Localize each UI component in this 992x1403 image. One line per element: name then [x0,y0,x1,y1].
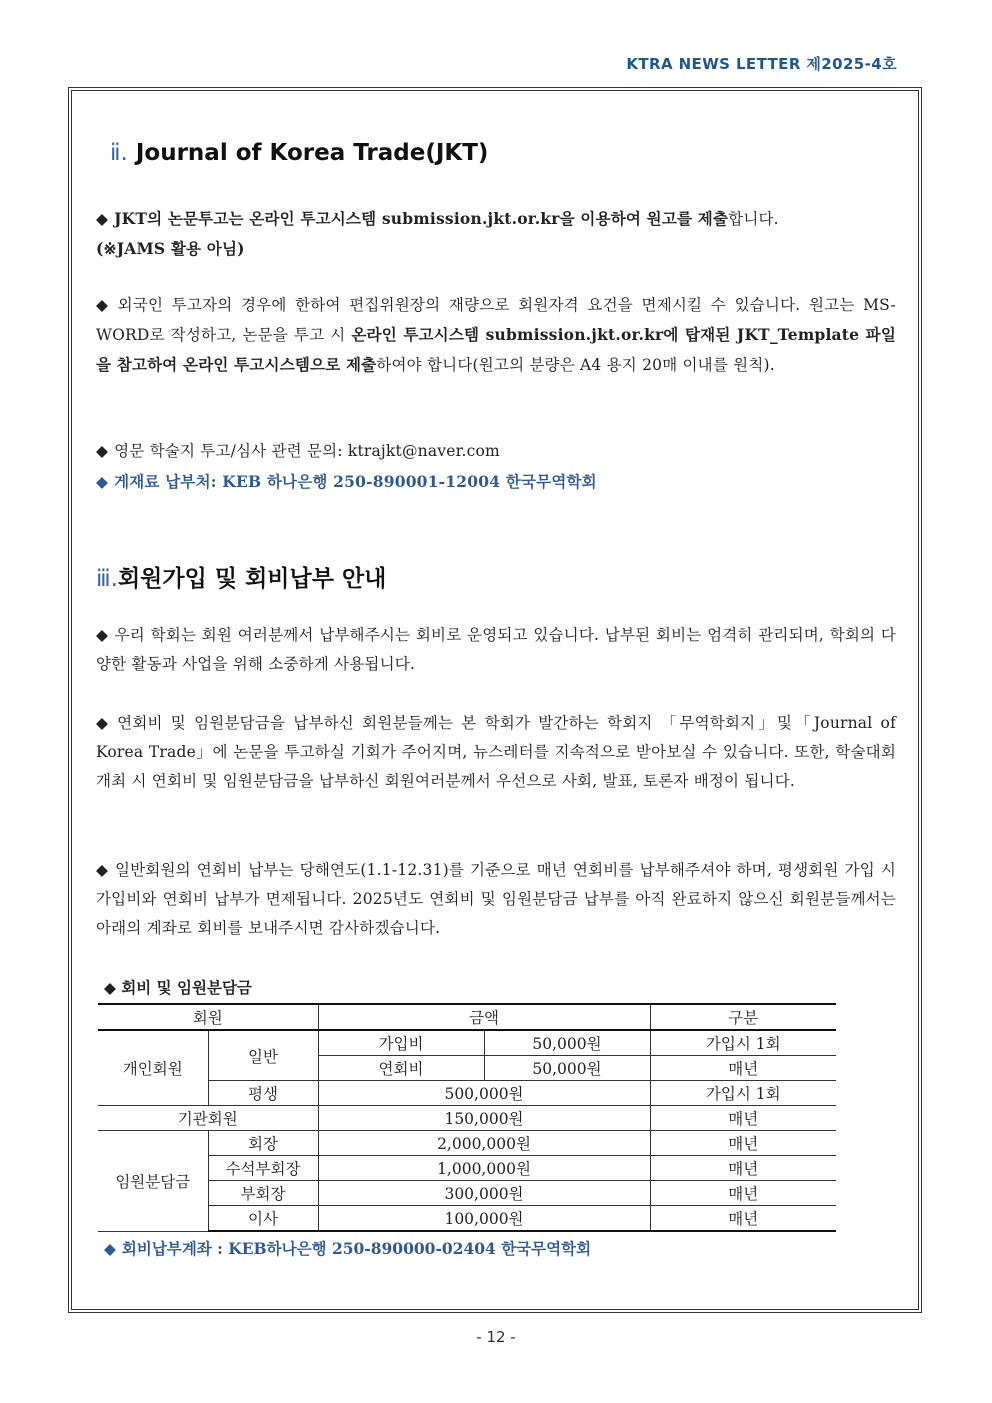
header-member: 회원 [98,1004,318,1030]
table-row [98,1030,836,1056]
officer-role: 이사 [208,1206,318,1232]
officer-role: 회장 [208,1131,318,1156]
table-row [98,1131,836,1156]
officer-role: 수석부회장 [208,1156,318,1181]
table-header-row [98,1004,836,1030]
dues-account-line [104,1237,591,1259]
fee-table-title: ◆ 회비 및 임원분담금 [104,978,252,997]
section-2-heading [110,140,488,166]
officer-type: 매년 [650,1156,836,1181]
lifetime-amount: 500,000원 [318,1081,650,1106]
officer-amount: 1,000,000원 [318,1156,650,1181]
member-benefits-paragraph [96,709,896,796]
officer-amount: 300,000원 [318,1181,650,1206]
table-row [98,1106,836,1131]
institution-member-cell: 기관회원 [98,1106,318,1131]
diamond-bullet-icon: ◆ [96,626,109,644]
header-type: 구분 [650,1004,836,1030]
officer-fee-cell: 임원분담금 [98,1131,208,1232]
annual-fee-type: 매년 [650,1056,836,1081]
officer-type: 매년 [650,1181,836,1206]
jkt-submission-bold: JKT의 논문투고는 온라인 투고시스템 submission.jkt.or.kr을 이용하여 원고를 제출 [114,209,729,228]
diamond-bullet-icon: ◆ [96,210,109,228]
page-number: - 12 - [476,1328,516,1346]
diamond-bullet-icon: ◆ [96,714,112,732]
fee-table [98,1003,836,1232]
publication-fee-line [96,467,896,496]
jkt-submission-paragraph [96,204,896,264]
join-fee-label: 가입비 [318,1030,484,1056]
table-row [98,1081,836,1106]
section-2-number: ⅱ. [110,140,128,166]
join-fee-amount: 50,000원 [484,1030,650,1056]
jkt-submission-tail: 합니다. [728,210,779,228]
annual-fee-paragraph [96,856,896,943]
lifetime-member-cell: 평생 [208,1081,318,1106]
newsletter-header: KTRA NEWS LETTER 제2025-4호 [626,55,897,73]
inquiry-line [96,437,896,466]
inquiry-text: 영문 학술지 투고/심사 관련 문의: ktrajkt@naver.com [114,442,500,460]
institution-amount: 150,000원 [318,1106,650,1131]
institution-type: 매년 [650,1106,836,1131]
manuscript-length-text: 하여야 합니다(원고의 분량은 A4 용지 20매 이내를 원칙). [376,356,775,374]
officer-amount: 100,000원 [318,1206,650,1232]
dues-account-text: 회비납부계좌 : KEB하나은행 250-890000-02404 한국무역학회 [121,1239,592,1258]
table-row [98,1156,836,1181]
section-3-number: ⅲ. [96,566,118,592]
diamond-bullet-icon: ◆ [104,1239,116,1258]
diamond-bullet-icon: ◆ [96,296,112,314]
section-3-title: 회원가입 및 회비납부 안내 [117,566,387,592]
annual-fee-text: 일반회원의 연회비 납부는 당해연도(1.1-12.31)를 기준으로 매년 연회비를 납부해주셔야 하며, 평생회원 가입 시 가입비와 연회비 납부가 면제됩니다. 2025년도 연회비 및 임원분담금 납부를 아직 완료하지 않으신 회원분들께서는 아래의 계좌로 회비를 보내주시면 감사하겠습니다. [96,861,896,937]
annual-fee-amount: 50,000원 [484,1056,650,1081]
join-fee-type: 가입시 1회 [650,1030,836,1056]
diamond-bullet-icon: ◆ [96,442,109,460]
jams-note: (※JAMS 활용 아님) [96,239,245,258]
diamond-bullet-icon: ◆ [96,472,109,491]
personal-member-cell: 개인회원 [98,1030,208,1106]
membership-intro-text: 우리 학회는 회원 여러분께서 납부해주시는 회비로 운영되고 있습니다. 납부된 회비는 엄격히 관리되며, 학회의 다양한 활동과 사업을 위해 소중하게 사용됩니다. [96,626,896,673]
membership-intro-paragraph [96,621,896,679]
section-3-heading [96,560,386,593]
officer-type: 매년 [650,1206,836,1232]
table-row [98,1206,836,1232]
publication-fee-text: 게재료 납부처: KEB 하나은행 250-890001-12004 한국무역학회 [114,472,597,491]
section-2-title: Journal of Korea Trade(JKT) [135,140,489,166]
annual-fee-label: 연회비 [318,1056,484,1081]
template-instruction-bold: 온라인 투고시스템 submission.jkt.or.kr에 탑재된 JKT_Template 파일을 참고하여 온라인 투고시스템으로 제출 [96,325,896,374]
table-row [98,1181,836,1206]
officer-amount: 2,000,000원 [318,1131,650,1156]
diamond-bullet-icon: ◆ [96,861,109,879]
officer-role: 부회장 [208,1181,318,1206]
member-benefits-text: 연회비 및 임원분담금을 납부하신 회원분들께는 본 학회가 발간하는 학회지 「무역학회지」및「Journal of Korea Trade」에 논문을 투고하실 기회가 주어지며, 뉴스레터를 지속적으로 받아보실 수 있습니다. 또한, 학술대회 개최 시 연회비 및 임원분담금을 납부하신 회원여러분께서 우선으로 사회, 발표, 토론자 배정이 됩니다. [96,714,897,790]
foreign-author-paragraph [96,291,896,380]
lifetime-type: 가입시 1회 [650,1081,836,1106]
header-amount: 금액 [318,1004,650,1030]
officer-type: 매년 [650,1131,836,1156]
general-member-cell: 일반 [208,1030,318,1081]
foreign-author-text: 외국인 투고자의 경우에 한하여 편집위원장의 재량으로 회원자격 요건을 면제시킬 수 있습니다. 원고는 MS-WORD로 작성하고, 논문을 투고 시 [96,296,896,344]
